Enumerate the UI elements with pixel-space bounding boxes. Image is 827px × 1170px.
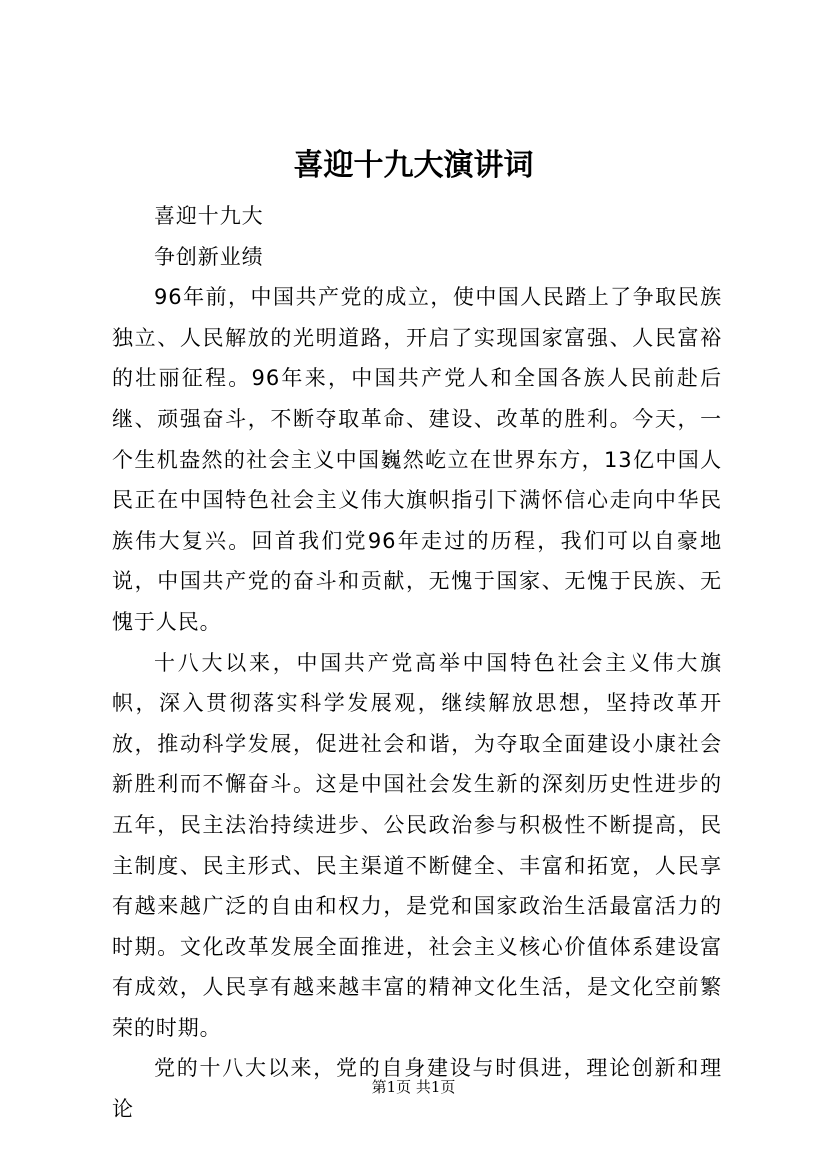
- paragraph: 96年前，中国共产党的成立，使中国人民踏上了争取民族独立、人民解放的光明道路，开启了实现国家富强、人民富裕的壮丽征程。96年来，中国共产党人和全国各族人民前赴后继、顽强奋斗，不断夺取革命、建设、改革的胜利。今天，一个生机盎然的社会主义中国巍然屹立在世界东方，13亿中国人民正在中国特色社会主义伟大旗帜指引下满怀信心走向中华民族伟大复兴。回首我们党96年走过的历程，我们可以自豪地说，中国共产党的奋斗和贡献，无愧于国家、无愧于民族、无愧于人民。: [112, 285, 722, 634]
- paragraph: 十八大以来，中国共产党高举中国特色社会主义伟大旗帜，深入贯彻落实科学发展观，继续解放思想，坚持改革开放，推动科学发展，促进社会和谐，为夺取全面建设小康社会新胜利而不懈奋斗。这是中国社会发生新的深刻历史性进步的五年，民主法治持续进步、公民政治参与积极性不断提高，民主制度、民主形式、民主渠道不断健全、丰富和拓宽，人民享有越来越广泛的自由和权力，是党和国家政治生活最富活力的时期。文化改革发展全面推进，社会主义核心价值体系建设富有成效，人民享有越来越丰富的精神文化生活，是文化空前繁荣的时期。: [112, 650, 722, 1040]
- subtitle-line-1: 喜迎十九大: [154, 204, 264, 228]
- document-title: 喜迎十九大演讲词: [293, 148, 534, 183]
- page-footer: 第1页 共1页: [371, 1078, 456, 1096]
- document-body: [112, 196, 722, 1130]
- paragraph: 党的十八大以来，党的自身建设与时俱进，理论创新和理论: [112, 1056, 722, 1122]
- subtitle-line-2: 争创新业绩: [154, 244, 264, 269]
